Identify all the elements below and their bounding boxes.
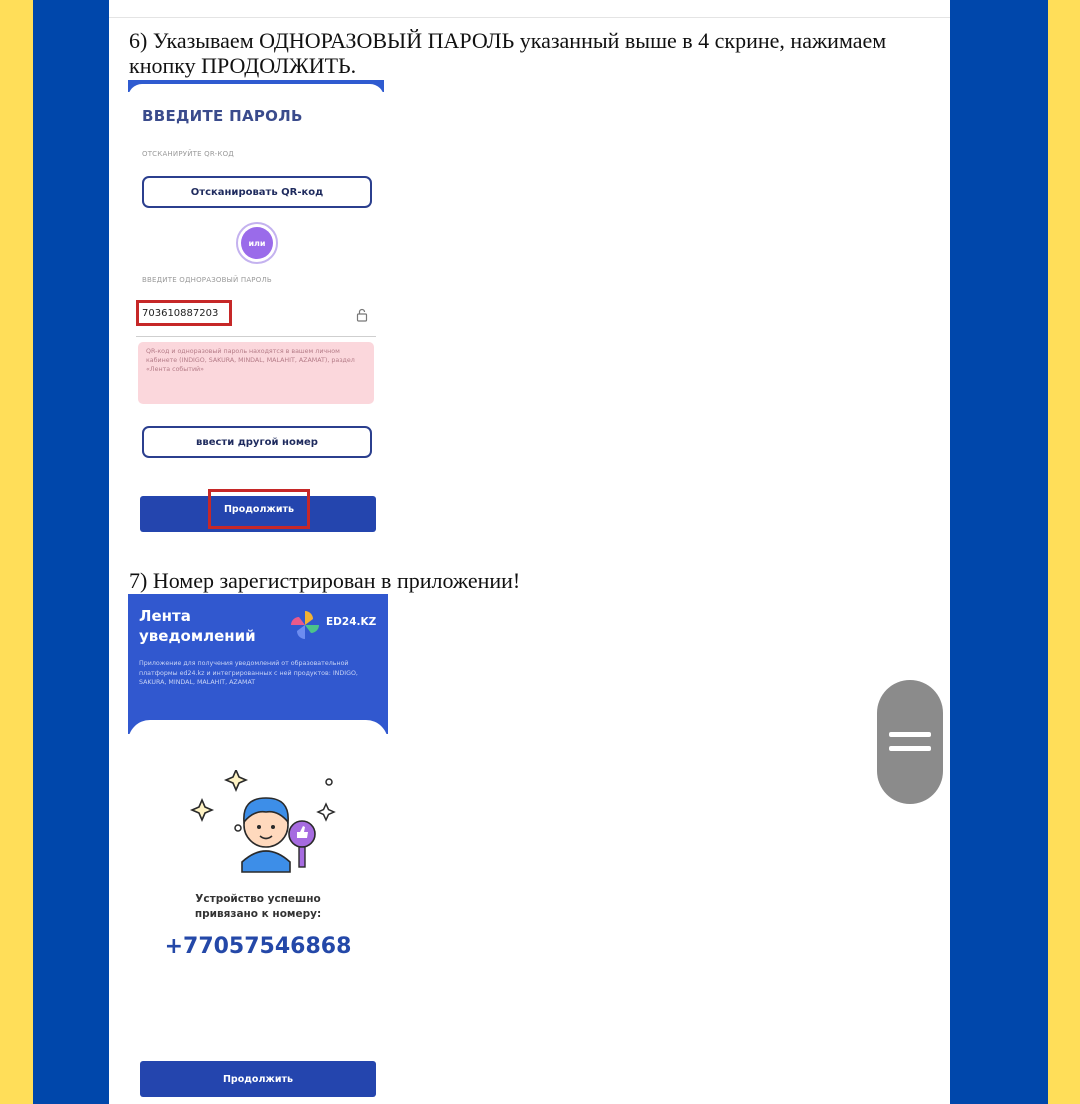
info-note: QR-код и одноразовый пароль находятся в вашем личном кабинете (INDIGO, SAKURA, MINDAL, MALAHIT, AZAMAT), раздел «Лента событий»: [138, 342, 374, 404]
status-line1: Устройство успешно: [195, 893, 321, 905]
phone-number: +77057546868: [164, 934, 352, 959]
password-caption: ВВЕДИТЕ ОДНОРАЗОВЫЙ ПАРОЛЬ: [142, 276, 272, 284]
app-description: Приложение для получения уведомлений от образовательной платформы ed24.kz и интегрированных с ней продуктов: INDIGO, SAKURA, MINDAL, MALAHIT, AZAMAT: [139, 660, 358, 686]
scan-qr-button[interactable]: Отсканировать QR-код: [142, 176, 372, 208]
page-top-divider: [109, 17, 950, 18]
continue-button-2[interactable]: Продолжить: [140, 1061, 376, 1097]
continue-button-label: Продолжить: [208, 489, 310, 529]
other-number-button[interactable]: ввести другой номер: [142, 426, 372, 458]
or-label: или: [241, 227, 273, 259]
screen-title: ВВЕДИТЕ ПАРОЛЬ: [142, 107, 303, 125]
left-blue-border: [33, 0, 109, 1104]
success-illustration-icon: [178, 770, 348, 890]
or-divider: [236, 222, 278, 264]
pinwheel-logo-icon: [288, 608, 322, 642]
password-value: 703610887203: [142, 308, 219, 319]
step7-text: 7) Номер зарегистрирован в приложении!: [129, 568, 521, 593]
lock-icon[interactable]: [356, 308, 368, 322]
app-header: [128, 594, 388, 734]
left-yellow-border: [0, 0, 33, 1104]
app-title: [139, 606, 256, 646]
handle-line-icon: [889, 746, 931, 751]
continue-button[interactable]: [140, 496, 376, 532]
document-page: [109, 0, 950, 1104]
step6-text: 6) Указываем ОДНОРАЗОВЫЙ ПАРОЛЬ указанный выше в 4 скрине, нажимаем кнопку ПРОДОЛЖИТЬ.: [129, 28, 887, 78]
right-blue-border: [950, 0, 1048, 1104]
password-screenshot: [128, 80, 384, 538]
status-message: [128, 892, 388, 922]
app-title-line2: уведомлений: [139, 627, 256, 645]
password-input[interactable]: [136, 300, 376, 337]
handle-line-icon: [889, 732, 931, 737]
status-line2: привязано к номеру:: [194, 908, 322, 920]
right-yellow-border: [1048, 0, 1080, 1104]
app-title-line1: Лента: [139, 607, 191, 625]
scan-caption: ОТСКАНИРУЙТЕ QR-КОД: [142, 150, 234, 158]
logo-text: ED24.KZ: [326, 616, 377, 628]
success-screenshot: [128, 594, 388, 1104]
scroll-handle[interactable]: [877, 680, 943, 804]
